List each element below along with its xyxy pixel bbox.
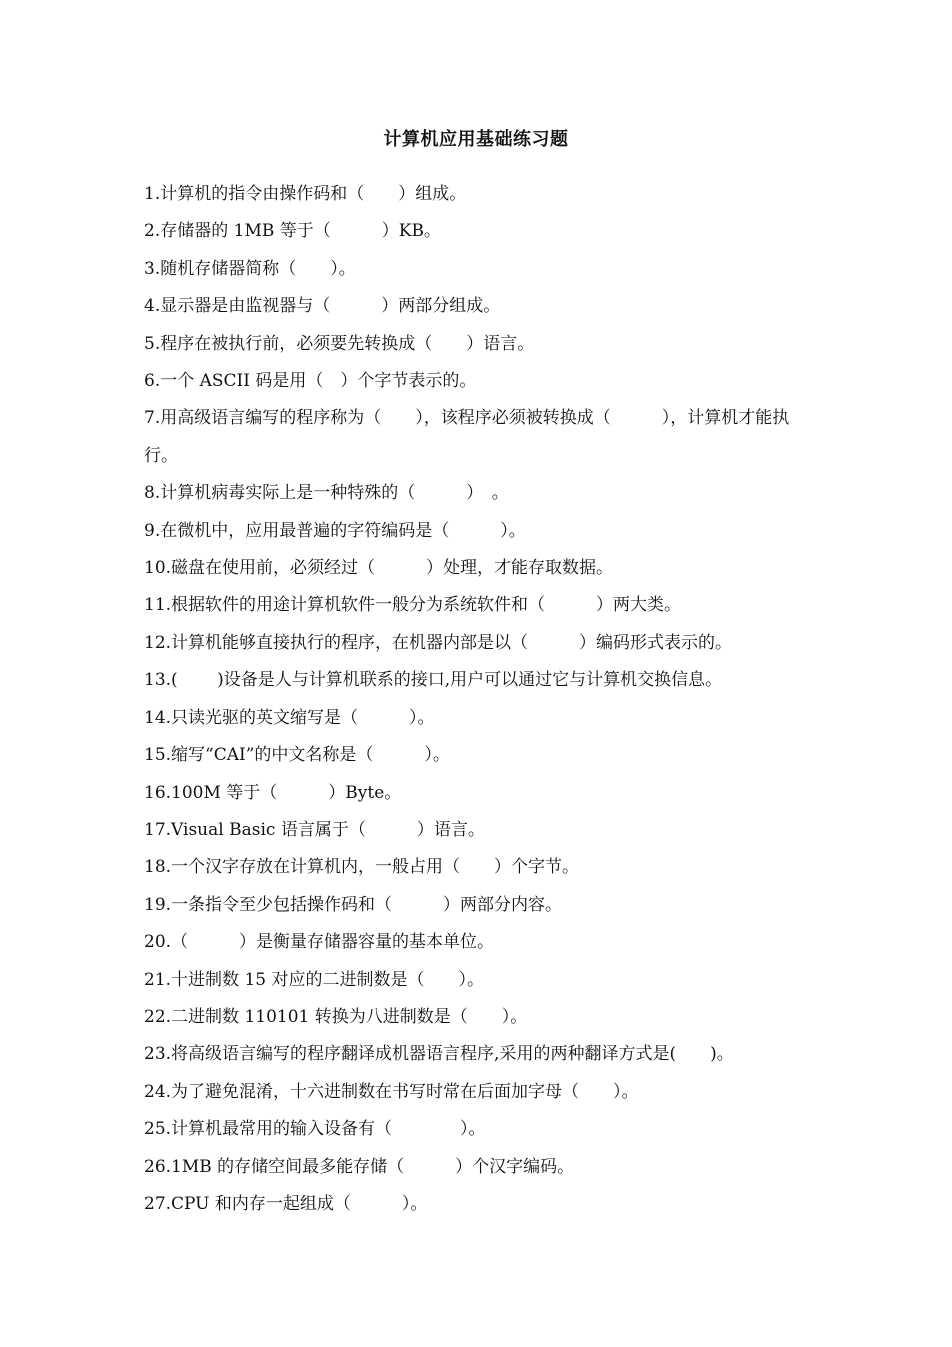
question-item: 17.Visual Basic 语言属于（ ）语言。 <box>144 819 485 840</box>
question-item: 27.CPU 和内存一起组成（ ）。 <box>144 1193 428 1214</box>
question-item: 6.一个 ASCII 码是用（ ）个字节表示的。 <box>144 371 477 392</box>
question-item: 21.十进制数 15 对应的二进制数是（ ）。 <box>144 969 484 990</box>
question-item: 15.缩写“CAI”的中文名称是（ ）。 <box>144 745 450 766</box>
question-item: 18.一个汉字存放在计算机内，一般占用（ ）个字节。 <box>144 857 580 878</box>
question-item: 11.根据软件的用途计算机软件一般分为系统软件和（ ）两大类。 <box>144 595 682 616</box>
question-item: 24.为了避免混淆，十六进制数在书写时常在后面加字母（ ）。 <box>144 1081 639 1102</box>
question-item: 4.显示器是由监视器与（ ）两部分组成。 <box>144 296 501 317</box>
question-item: 8.计算机病毒实际上是一种特殊的（ ） 。 <box>144 483 509 504</box>
question-item: 1.计算机的指令由操作码和（ ）组成。 <box>144 184 467 204</box>
question-item: 7.用高级语言编写的程序称为（ ），该程序必须被转换成（ ），计算机才能执行。 <box>144 408 790 466</box>
question-item: 3.随机存储器简称（ ）。 <box>144 258 356 279</box>
question-item: 5.程序在被执行前，必须要先转换成（ ）语言。 <box>144 333 535 354</box>
question-item: 2.存储器的 1MB 等于（ ）KB。 <box>144 221 441 242</box>
question-item: 9.在微机中，应用最普遍的字符编码是（ ）。 <box>144 520 526 541</box>
page-title: 计算机应用基础练习题 <box>383 129 569 150</box>
question-item: 20.（ ）是衡量存储器容量的基本单位。 <box>144 932 495 953</box>
question-item: 23.将高级语言编写的程序翻译成机器语言程序,采用的两种翻译方式是( )。 <box>144 1044 734 1065</box>
question-item: 14.只读光驱的英文缩写是（ ）。 <box>144 707 435 728</box>
question-item: 19.一条指令至少包括操作码和（ ）两部分内容。 <box>144 894 563 915</box>
question-list <box>144 176 816 1223</box>
question-item: 26.1MB 的存储空间最多能存储（ ）个汉字编码。 <box>144 1156 575 1177</box>
question-item: 22.二进制数 110101 转换为八进制数是（ ）。 <box>144 1006 528 1027</box>
question-item: 13.( )设备是人与计算机联系的接口,用户可以通过它与计算机交换信息。 <box>144 670 723 691</box>
question-item: 12.计算机能够直接执行的程序，在机器内部是以（ ）编码形式表示的。 <box>144 632 733 653</box>
question-item: 10.磁盘在使用前，必须经过（ ）处理，才能存取数据。 <box>144 558 614 579</box>
question-item: 16.100M 等于（ ）Byte。 <box>144 782 402 803</box>
question-item: 25.计算机最常用的输入设备有（ ）。 <box>144 1119 486 1140</box>
